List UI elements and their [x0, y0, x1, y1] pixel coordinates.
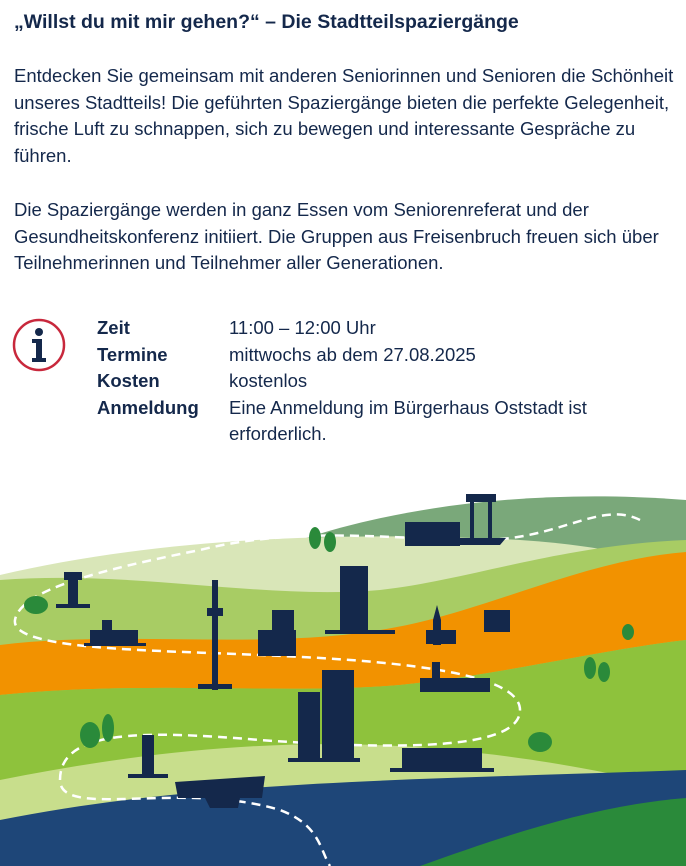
page-title: „Willst du mit mir gehen?“ – Die Stadtteilspaziergänge: [14, 11, 519, 33]
landscape-illustration: [0, 480, 686, 866]
info-label: Termine: [97, 343, 168, 365]
info-row-time: [97, 315, 677, 342]
info-value: kostenlos: [229, 370, 308, 391]
info-row-dates: [97, 342, 677, 369]
info-value: mittwochs ab dem 27.08.2025: [229, 343, 476, 365]
event-info: [97, 315, 677, 448]
info-label: Anmeldung: [97, 396, 199, 418]
organizer-paragraph: Die Spaziergänge werden in ganz Essen vom Seniorenreferat und der Gesundheitskonferenz initiiert. Die Gruppen aus Freisenbruch freuen sich über Teilnehmerinnen und Teilnehmer aller Generationen.: [14, 199, 659, 273]
info-icon: [12, 318, 66, 372]
info-row-registration: [97, 395, 677, 448]
info-label: Zeit: [97, 317, 130, 338]
info-value: Eine Anmeldung im Bürgerhaus Oststadt ist erforderlich.: [229, 396, 587, 444]
info-label: Kosten: [97, 370, 160, 391]
intro-paragraph: Entdecken Sie gemeinsam mit anderen Seniorinnen und Senioren die Schönheit unseres Stadtteils! Die geführten Spaziergänge bieten die perfekte Gelegenheit, frische Luft zu schnappen, sich zu bewegen und interessante Gespräche zu führen.: [14, 65, 674, 166]
info-value: 11:00 – 12:00 Uhr: [229, 317, 376, 338]
info-row-cost: [97, 368, 677, 395]
